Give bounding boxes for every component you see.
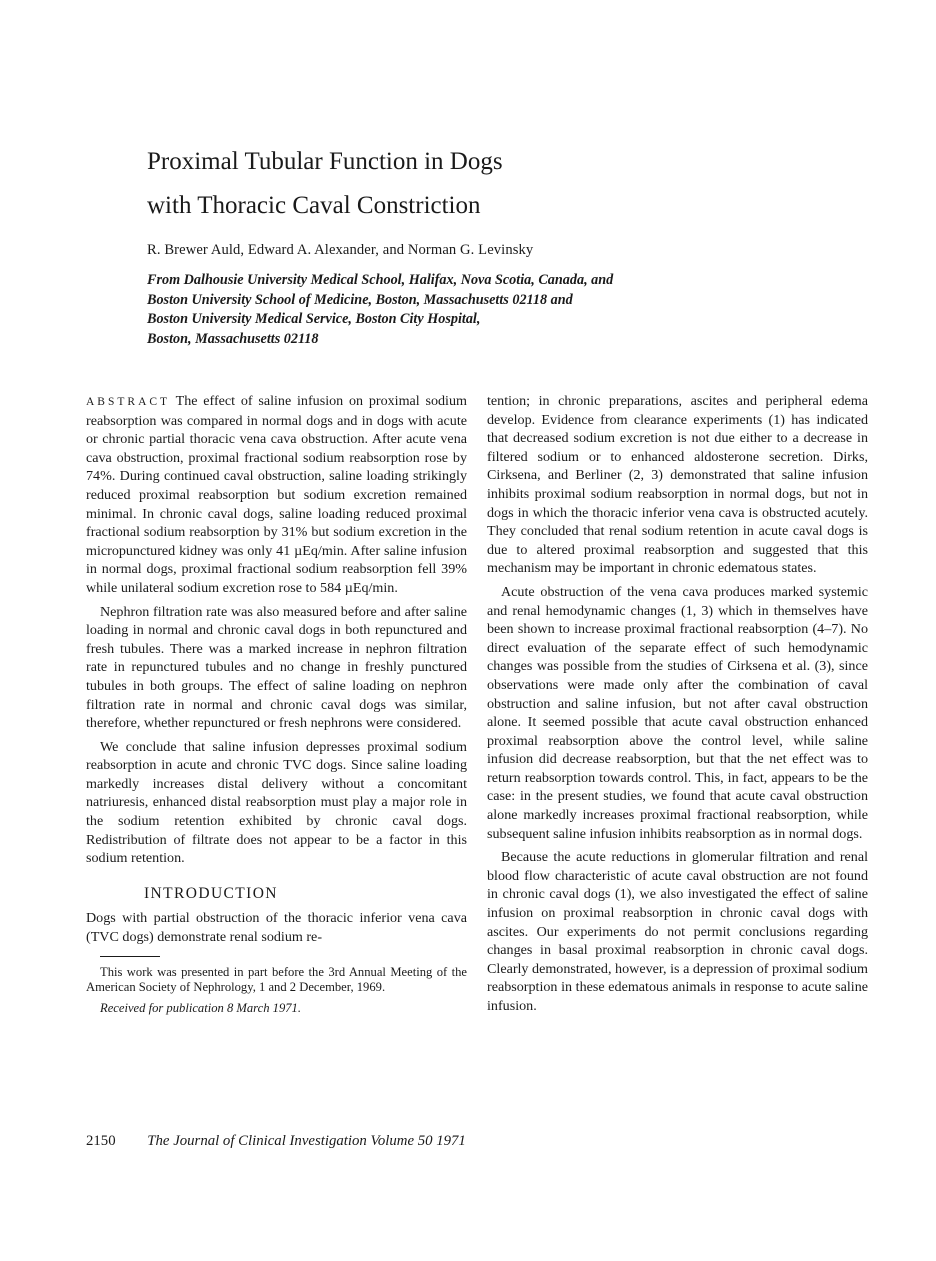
- introduction-paragraph-2: Acute obstruction of the vena cava produces marked systemic and renal hemodynamic changes (1, 3) which in themselves have been shown to increase proximal fractional reabsorption (4–7). No direct evaluation of the separate effect of such hemodynamic changes was possible from the studies of Cirksena et al. (3), since observations were made only after the combination of caval obstruction and saline infusion, but not after caval obstruction alone. It seemed possible that acute caval obstruction enhanced proximal reabsorption above the control level, while saline infusion did decrease reabsorption, but that the net effect was to return reabsorption towards control. This, in fact, appears to be the case: in the present studies, we found that acute caval obstruction alone markedly increases proximal fractional reabsorption, while subsequent saline infusion inhibits reabsorption as in normal dogs.: [487, 583, 868, 842]
- introduction-heading: INTRODUCTION: [144, 884, 278, 902]
- authors: R. Brewer Auld, Edward A. Alexander, and Norman G. Levinsky: [147, 242, 534, 258]
- affiliation-line: Boston University Medical Service, Boston City Hospital,: [147, 311, 481, 327]
- affiliation-line: Boston, Massachusetts 02118: [147, 330, 319, 347]
- abstract-paragraph-1: [86, 392, 467, 598]
- introduction-paragraph-3: Because the acute reductions in glomerular filtration and renal blood flow characteristic of acute caval obstruction are not found in chronic caval dogs (1), we also investigated the effect of saline infusion on proximal reabsorption in chronic caval dogs with ascites. Our experiments do not permit conclusions regarding changes in basal proximal reabsorption in chronic caval dogs. Clearly demonstrated, however, is a depression of proximal sodium reabsorption in these edematous animals in response to acute saline infusion.: [487, 849, 868, 1014]
- journal-name: The Journal of Clinical Investigation: [147, 1133, 367, 1149]
- abstract-paragraph-3: We conclude that saline infusion depresses proximal sodium reabsorption in acute and chronic TVC dogs. Since saline loading markedly increases distal delivery without a concomitant natriuresis, enhanced distal reabsorption must play a major role in the sodium retention exhibited by chronic caval dogs. Redistribution of filtrate does not appear to be a factor in this sodium retention.: [86, 738, 467, 867]
- left-column: [86, 392, 467, 1021]
- affiliation-line: From Dalhousie University Medical School, Halifax, Nova Scotia, Canada, and: [147, 272, 614, 288]
- right-column: [487, 392, 868, 1021]
- footnote-divider: [100, 956, 160, 957]
- volume-label: Volume: [370, 1133, 415, 1149]
- title-line-1: Proximal Tubular Function in Dogs: [147, 148, 503, 175]
- abstract-text: The effect of saline infusion on proximal sodium reabsorption was compared in normal dogs and in dogs with acute or chronic partial thoracic vena cava obstruction. After acute vena cava obstruction, proximal fractional sodium reabsorption rose by 74%. During continued caval obstruction, saline loading strikingly reduced proximal reabsorption but sodium excretion remained minimal. In chronic caval dogs, saline loading reduced proximal fractional sodium reabsorption by 31% but sodium excretion in the micropunctured kidney was only 41 µEq/min. After saline infusion in normal dogs, proximal fractional sodium reabsorption fell 39% while unilateral sodium excretion rose to 584 µEq/min.: [86, 393, 467, 596]
- title-line-2: with Thoracic Caval Constriction: [147, 192, 481, 219]
- introduction-paragraph-1-continued: tention; in chronic preparations, ascites and peripheral edema develop. Evidence from clearance experiments (1) has indicated that decreased sodium excretion is not due either to a decrease in filtered sodium or to enhanced aldosterone secretion. Dirks, Cirksena, and Berliner (2, 3) demonstrated that saline infusion inhibits proximal sodium reabsorption in normal dogs, but not in dogs in which the thoracic inferior vena cava is obstructed acutely. They concluded that renal sodium retention in acute caval dogs is due to altered proximal reabsorption and suggested that this mechanism may be important in chronic edematous states.: [487, 393, 868, 577]
- page-number: 2150: [86, 1133, 116, 1149]
- page-title: [147, 140, 787, 228]
- introduction-paragraph-1-start: Dogs with partial obstruction of the thoracic inferior vena cava (TVC dogs) demonstrate renal sodium re-: [86, 910, 467, 946]
- page-footer: [86, 1131, 786, 1151]
- affiliation-line: Boston University School of Medicine, Boston, Massachusetts 02118 and: [147, 291, 573, 308]
- footnote-received: Received for publication 8 March 1971.: [100, 1000, 301, 1015]
- publication-year: 1971: [436, 1133, 466, 1149]
- affiliation: [147, 271, 787, 349]
- abstract-label: ABSTRACT: [86, 396, 171, 408]
- volume-number: 50: [417, 1133, 433, 1149]
- abstract-paragraph-2: Nephron filtration rate was also measured before and after saline loading in normal and chronic caval dogs in both repunctured and fresh tubules. There was a marked increase in nephron filtration rate in repunctured tubules and no change in freshly punctured tubules in both groups. The effect of saline loading on nephron filtration rate in normal and chronic caval dogs was similar, therefore, whether repunctured or fresh nephrons were considered.: [86, 603, 467, 732]
- footnote-presented: This work was presented in part before the 3rd Annual Meeting of the American Society of Nephrology, 1 and 2 December, 1969.: [86, 964, 467, 995]
